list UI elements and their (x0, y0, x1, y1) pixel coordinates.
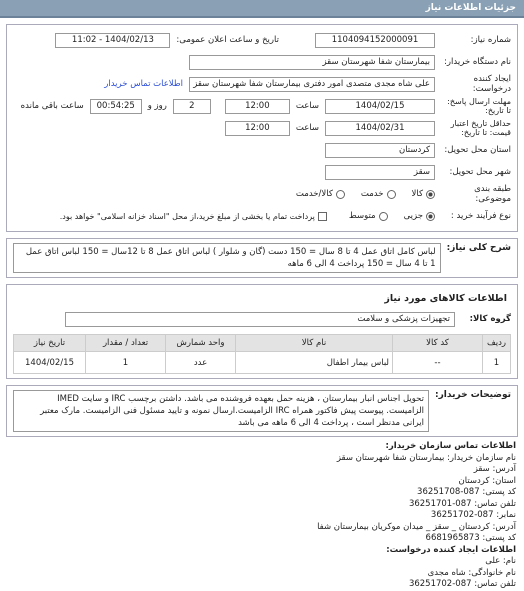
table-row (14, 352, 511, 374)
cell-code: -- (393, 352, 483, 374)
announce-field: 1404/02/13 - 11:02 (55, 33, 170, 48)
creator-contact-line: نام خانوادگی: شاه مجدی (427, 567, 516, 578)
cell-date: 1404/02/15 (14, 352, 86, 374)
deadline-time-field: 12:00 (225, 99, 290, 114)
buyer-contact-section (8, 441, 516, 591)
buyer-contact-line: کد پستی: 087-36251708 (417, 487, 516, 497)
remaining-time-field: 00:54:25 (90, 99, 142, 114)
validity-hour-label: ساعت (295, 123, 319, 133)
category-option-both[interactable]: کالا/خدمت (296, 189, 345, 199)
creator-contact-line: تلفن تماس: 087-36251702 (408, 579, 516, 589)
buyer-contact-line: کد پستی: 6681965873 (425, 533, 516, 543)
cell-qty: 1 (86, 352, 166, 374)
creator-label: ایجاد کننده درخواست: (472, 74, 511, 94)
deadline-label: مهلت ارسال پاسخ: تا تاریخ: (447, 97, 511, 115)
announce-label: تاریخ و ساعت اعلان عمومی: (176, 35, 279, 45)
buyer-contact-line: آدرس: کردستان _ سقز _ میدان موکریان بیمارستان شفا (317, 521, 516, 532)
deadline-hour-label: ساعت (295, 101, 319, 111)
buyer-contact-line: نام سازمان خریدار: بیمارستان شفا شهرستان سقز (336, 452, 516, 463)
goods-group-field: تجهیزات پزشکی و سلامت (65, 312, 455, 327)
radio-icon (426, 190, 435, 199)
col-name: نام کالا (236, 335, 393, 352)
validity-date-field: 1404/02/31 (325, 121, 435, 136)
buyer-contact-line: استان: کردستان (458, 475, 516, 486)
buyer-contact-line: آدرس: سقز (473, 464, 516, 474)
cell-unit: عدد (166, 352, 236, 374)
remaining-label: ساعت باقی مانده (20, 101, 84, 111)
radio-icon (336, 190, 345, 199)
creator-field: علی شاه مجدی متصدی امور دفتری بیمارستان شفا شهرستان سقز (189, 77, 435, 92)
treasury-checkbox[interactable]: پرداخت تمام یا بخشی از مبلغ خرید،از محل "اسناد خزانه اسلامی" خواهد بود. (60, 212, 327, 221)
days-field: 2 (173, 99, 211, 114)
day-label: روز و (147, 101, 167, 111)
category-option-service[interactable]: خدمت (361, 189, 396, 199)
province-field: کردستان (325, 143, 435, 158)
page-title: جزئیات اطلاعات نیاز (0, 0, 524, 18)
cell-name: لباس بیمار اطفال (236, 352, 393, 374)
summary-text: لباس کامل اتاق عمل 4 تا 8 سال = 150 دست (گان و شلوار ) لباس اتاق عمل 8 تا 12سال = 150 لباس اتاق عمل 1 تا 4 سال = 150 پرداخت 4 الی 6 ماهه (13, 243, 441, 273)
col-unit: واحد شمارش (166, 335, 236, 352)
buyer-notes-label: توضیحات خریدار: (435, 390, 511, 400)
buyer-contact-title: اطلاعات تماس سازمان خریدار: (385, 441, 516, 451)
goods-section-title: اطلاعات کالاهای مورد نیاز (384, 293, 507, 304)
city-label: شهر محل تحویل: (449, 167, 511, 177)
buyer-org-label: نام دستگاه خریدار: (444, 57, 511, 67)
category-label: طبقه بندی موضوعی: (474, 184, 511, 204)
radio-icon (387, 190, 396, 199)
goods-panel (6, 284, 518, 379)
buyer-contact-line: نمابر: 087-36251702 (430, 510, 516, 520)
validity-time-field: 12:00 (225, 121, 290, 136)
creator-contact-title: اطلاعات ایجاد کننده درخواست: (386, 544, 516, 555)
need-number-label: شماره نیاز: (470, 35, 511, 45)
creator-contact-line: نام: علی (485, 556, 516, 566)
buyer-notes-text: تحویل اجناس انبار بیمارستان ، هزینه حمل بعهده فروشنده می باشد. داشتن برچسب IRC و سایت IMED الزامیست. پیوست پیش فاکتور همراه IRC الزامیست.ارسال نمونه و تایید مسئول فنی الزامیست. مارک معتبر ایرانی مدنظر است ، پرداخت 4 الی 6 ماهه می باشد (13, 390, 429, 432)
deadline-date-field: 1404/02/15 (325, 99, 435, 114)
radio-icon (379, 212, 388, 221)
col-qty: تعداد / مقدار (86, 335, 166, 352)
contact-buyer-link[interactable]: اطلاعات تماس خریدار (104, 79, 183, 89)
radio-icon (426, 212, 435, 221)
buyer-notes-panel (6, 385, 518, 437)
summary-panel (6, 238, 518, 278)
process-option-minor[interactable]: جزیی (404, 211, 435, 221)
need-number-field: 1104094152000091 (315, 33, 435, 48)
city-field: سقز (325, 165, 435, 180)
summary-label: شرح کلی نیاز: (446, 243, 511, 253)
province-label: استان محل تحویل: (444, 145, 511, 155)
goods-table (13, 334, 511, 374)
category-option-goods[interactable]: کالا (412, 189, 435, 199)
need-details-panel (6, 24, 518, 232)
goods-group-label: گروه کالا: (469, 314, 511, 324)
buyer-contact-line: تلفن تماس: 087-36251701 (408, 498, 516, 509)
validity-label: حداقل تاریخ اعتبار قیمت: تا تاریخ: (450, 119, 511, 137)
cell-row: 1 (483, 352, 511, 374)
buyer-org-field: بیمارستان شفا شهرستان سقز (189, 55, 435, 70)
col-row: ردیف (483, 335, 511, 352)
col-code: کد کالا (393, 335, 483, 352)
col-date: تاریخ نیاز (14, 335, 86, 352)
checkbox-icon (318, 212, 327, 221)
process-label: نوع فرآیند خرید : (450, 211, 511, 221)
process-option-medium[interactable]: متوسط (349, 211, 388, 221)
